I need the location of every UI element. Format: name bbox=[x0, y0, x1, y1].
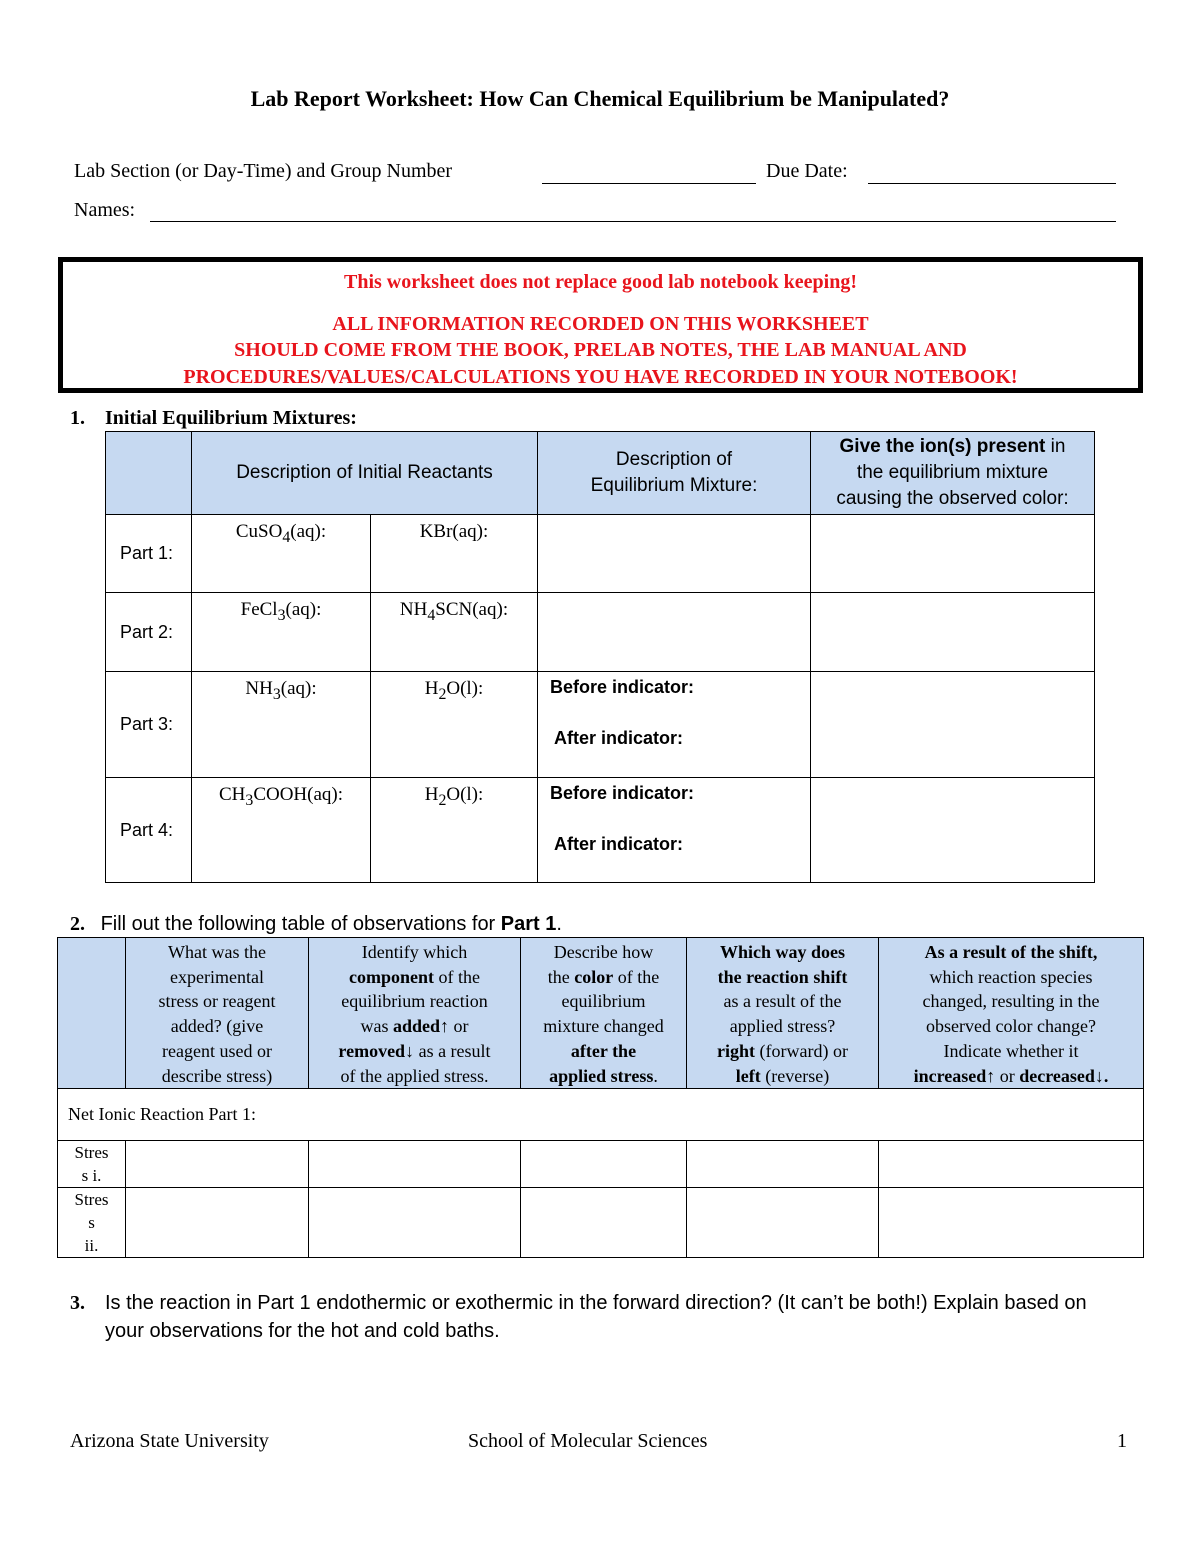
reactant-text: H bbox=[424, 678, 439, 699]
lab-section-field[interactable] bbox=[542, 183, 756, 184]
row-label: Part 4: bbox=[106, 778, 192, 883]
reactant-sub: 3 bbox=[277, 606, 286, 624]
header-text: experimental bbox=[170, 966, 264, 987]
ion-cell[interactable] bbox=[811, 672, 1095, 778]
header-bold: color bbox=[574, 966, 614, 987]
header-text: (reverse) bbox=[760, 1065, 830, 1086]
color-cell[interactable] bbox=[521, 1141, 687, 1188]
section-1-heading bbox=[70, 407, 357, 430]
notice-line-4: PROCEDURES/VALUES/CALCULATIONS YOU HAVE RECORDED IN YOUR NOTEBOOK! bbox=[183, 366, 1018, 388]
net-ionic-cell[interactable] bbox=[58, 1089, 1144, 1141]
header-text: applied stress? bbox=[729, 1016, 836, 1037]
reactant-text: NH bbox=[399, 599, 428, 620]
section-2-heading bbox=[70, 913, 562, 936]
observations-table bbox=[57, 937, 1144, 1258]
equilibrium-mixtures-table bbox=[105, 431, 1095, 883]
reactant-text: NH bbox=[245, 678, 273, 699]
table-row bbox=[58, 1188, 1144, 1258]
section-3-question bbox=[70, 1289, 1130, 1349]
net-ionic-label: Net Ionic Reaction Part 1: bbox=[68, 1104, 256, 1125]
header-text: stress or reagent bbox=[158, 991, 276, 1012]
row-label: Part 1: bbox=[106, 515, 192, 593]
header-component bbox=[309, 938, 521, 1089]
notice-line-2: ALL INFORMATION RECORDED ON THIS WORKSHEET bbox=[332, 313, 869, 335]
reactant-1-cell[interactable] bbox=[192, 778, 371, 883]
section-3-number: 3. bbox=[70, 1292, 85, 1314]
section-2-intro-end: . bbox=[556, 913, 562, 935]
header-bold: left bbox=[735, 1065, 761, 1086]
reactant-1-cell[interactable] bbox=[192, 593, 371, 672]
table-row bbox=[58, 1141, 1144, 1188]
names-field[interactable] bbox=[150, 221, 1116, 222]
reactant-text: KBr(aq): bbox=[419, 521, 489, 542]
header-text: was bbox=[360, 1016, 393, 1037]
table-row bbox=[106, 672, 1095, 778]
header-text: What was the bbox=[168, 942, 266, 962]
ion-cell[interactable] bbox=[811, 515, 1095, 593]
reactant-end: (aq): bbox=[280, 678, 317, 699]
header-blank-cell bbox=[106, 432, 192, 515]
reactant-1-cell[interactable] bbox=[192, 672, 371, 778]
header-text: (forward) or bbox=[755, 1040, 848, 1061]
footer-school: School of Molecular Sciences bbox=[468, 1430, 708, 1452]
reactant-2-cell[interactable] bbox=[371, 778, 538, 883]
reactant-text: CuSO bbox=[235, 521, 283, 542]
header-text: changed, resulting in the bbox=[922, 991, 1100, 1012]
table-row bbox=[106, 515, 1095, 593]
header-mixture-line2: Equilibrium Mixture: bbox=[590, 475, 758, 496]
header-bold: decreased↓. bbox=[1019, 1065, 1109, 1086]
stress-text: Stres bbox=[74, 1143, 109, 1163]
section-1-title: Initial Equilibrium Mixtures: bbox=[105, 407, 357, 429]
row-label: Part 3: bbox=[106, 672, 192, 778]
net-ionic-row bbox=[58, 1089, 1144, 1141]
page-number: 1 bbox=[1117, 1430, 1127, 1452]
stress-cell[interactable] bbox=[126, 1188, 309, 1258]
header-mixture bbox=[538, 432, 811, 515]
header-ion bbox=[811, 432, 1095, 515]
table-header-row bbox=[106, 432, 1095, 515]
component-cell[interactable] bbox=[309, 1188, 521, 1258]
header-text: equilibrium reaction bbox=[341, 991, 488, 1012]
header-ion-in: in bbox=[1045, 436, 1066, 457]
after-indicator-label: After indicator: bbox=[554, 728, 684, 748]
reactant-2-cell[interactable] bbox=[371, 593, 538, 672]
notice-line-1: This worksheet does not replace good lab notebook keeping! bbox=[343, 271, 857, 293]
stress-text: Stres bbox=[74, 1190, 109, 1210]
shift-cell[interactable] bbox=[687, 1141, 879, 1188]
header-text: describe stress) bbox=[161, 1065, 273, 1086]
header-mixture-line1: Description of bbox=[615, 449, 733, 470]
header-text: Describe how bbox=[553, 942, 654, 962]
before-indicator-label: Before indicator: bbox=[550, 783, 695, 803]
reactant-1-cell[interactable] bbox=[192, 515, 371, 593]
mixture-cell[interactable] bbox=[538, 778, 811, 883]
due-date-field[interactable] bbox=[868, 183, 1116, 184]
header-text: which reaction species bbox=[929, 966, 1093, 987]
header-bold: As a result of the shift, bbox=[924, 942, 1098, 962]
row-label: Part 2: bbox=[106, 593, 192, 672]
header-text: the bbox=[547, 966, 575, 987]
reactant-sub: 3 bbox=[272, 685, 281, 703]
header-text: of the bbox=[434, 966, 480, 987]
reactant-end: O(l): bbox=[446, 678, 484, 699]
ion-cell[interactable] bbox=[811, 593, 1095, 672]
header-blank-cell bbox=[58, 938, 126, 1089]
lab-section-label: Lab Section (or Day-Time) and Group Number bbox=[74, 160, 453, 182]
table-row bbox=[106, 778, 1095, 883]
stress-label bbox=[58, 1141, 126, 1188]
reactant-text: FeCl bbox=[240, 599, 278, 620]
header-text: as a result of the bbox=[723, 991, 842, 1012]
after-indicator-label: After indicator: bbox=[554, 834, 684, 854]
header-shift bbox=[687, 938, 879, 1089]
section-2-number: 2. bbox=[70, 913, 85, 935]
reactant-end: (aq): bbox=[285, 599, 322, 620]
header-bold: added↑ bbox=[392, 1016, 450, 1037]
mixture-cell[interactable] bbox=[538, 672, 811, 778]
header-text: . bbox=[653, 1065, 658, 1086]
stress-text: s bbox=[88, 1213, 95, 1233]
observations-header-row bbox=[58, 938, 1144, 1089]
section-3-text: Is the reaction in Part 1 endothermic or exothermic in the forward direction? (It can’t be both!) Explain based on your observations for the hot and cold baths. bbox=[105, 1292, 1087, 1342]
header-text: added? (give bbox=[170, 1016, 264, 1037]
color-cell[interactable] bbox=[521, 1188, 687, 1258]
stress-label bbox=[58, 1188, 126, 1258]
header-bold: removed↓ bbox=[338, 1040, 415, 1061]
header-bold: right bbox=[717, 1040, 756, 1061]
section-2-intro-bold: Part 1 bbox=[500, 913, 557, 935]
footer-university: Arizona State University bbox=[70, 1430, 269, 1452]
species-cell[interactable] bbox=[879, 1188, 1144, 1258]
species-cell[interactable] bbox=[879, 1141, 1144, 1188]
header-ion-line3: causing the observed color: bbox=[836, 488, 1069, 509]
header-text: mixture changed bbox=[543, 1016, 664, 1037]
due-date-label: Due Date: bbox=[766, 160, 848, 182]
header-ion-line2: the equilibrium mixture bbox=[856, 462, 1049, 483]
before-indicator-label: Before indicator: bbox=[550, 677, 695, 697]
page-title: Lab Report Worksheet: How Can Chemical Equilibrium be Manipulated? bbox=[250, 86, 950, 111]
table-row bbox=[106, 593, 1095, 672]
header-stress bbox=[126, 938, 309, 1089]
reactant-sub: 4 bbox=[427, 606, 436, 624]
header-text: reagent used or bbox=[162, 1040, 272, 1061]
reactant-2-cell[interactable] bbox=[371, 515, 538, 593]
component-cell[interactable] bbox=[309, 1141, 521, 1188]
header-reactants: Description of Initial Reactants bbox=[192, 432, 538, 515]
notice-line-3: SHOULD COME FROM THE BOOK, PRELAB NOTES, THE LAB MANUAL AND bbox=[234, 339, 967, 361]
reactant-sub: 4 bbox=[282, 528, 291, 546]
ion-cell[interactable] bbox=[811, 778, 1095, 883]
header-text: Identify which bbox=[361, 942, 468, 962]
header-ion-bold: Give the ion(s) present bbox=[839, 436, 1046, 457]
reactant-2-cell[interactable] bbox=[371, 672, 538, 778]
mixture-cell[interactable] bbox=[538, 593, 811, 672]
names-label: Names: bbox=[74, 199, 136, 221]
reactant-end: SCN(aq): bbox=[435, 599, 509, 620]
header-text: as a result bbox=[414, 1040, 491, 1061]
header-text: observed color change? bbox=[926, 1016, 1096, 1037]
shift-cell[interactable] bbox=[687, 1188, 879, 1258]
header-bold: the reaction shift bbox=[717, 966, 848, 987]
reactant-sub: 3 bbox=[245, 791, 254, 809]
header-text: of the applied stress. bbox=[340, 1065, 489, 1086]
header-text: or bbox=[995, 1065, 1020, 1086]
header-bold: after the bbox=[570, 1040, 637, 1061]
reactant-sub: 2 bbox=[438, 685, 447, 703]
reactant-end: COOH(aq): bbox=[253, 784, 344, 805]
header-text: Indicate whether it bbox=[943, 1040, 1079, 1061]
section-2-intro: Fill out the following table of observations for bbox=[100, 913, 501, 935]
stress-cell[interactable] bbox=[126, 1141, 309, 1188]
header-species bbox=[879, 938, 1144, 1089]
header-text: of the bbox=[613, 966, 660, 987]
stress-text: s i. bbox=[81, 1166, 102, 1186]
section-1-number: 1. bbox=[70, 407, 85, 429]
stress-text: ii. bbox=[84, 1236, 99, 1256]
reactant-text: CH bbox=[218, 784, 246, 805]
header-text: or bbox=[449, 1016, 469, 1037]
mixture-cell[interactable] bbox=[538, 515, 811, 593]
header-bold: increased↑ bbox=[913, 1065, 996, 1086]
header-color bbox=[521, 938, 687, 1089]
notice-box bbox=[58, 257, 1143, 393]
reactant-end: (aq): bbox=[290, 521, 327, 542]
reactant-end: O(l): bbox=[446, 784, 484, 805]
header-text: equilibrium bbox=[561, 991, 646, 1012]
header-bold: component bbox=[349, 966, 434, 987]
reactant-sub: 2 bbox=[438, 791, 447, 809]
reactant-text: H bbox=[424, 784, 439, 805]
header-bold: Which way does bbox=[719, 942, 845, 962]
header-bold: applied stress bbox=[549, 1065, 654, 1086]
